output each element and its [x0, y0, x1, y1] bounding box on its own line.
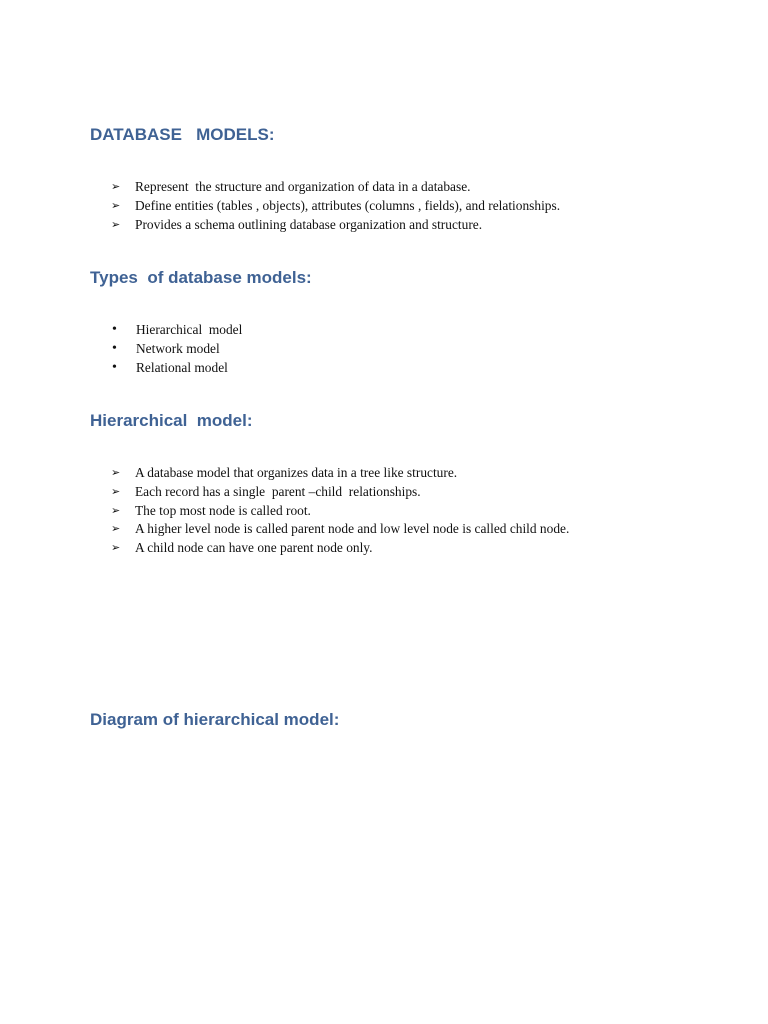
dot-bullet-icon: • — [112, 322, 117, 337]
dot-bullet-icon: • — [112, 340, 117, 356]
dot-bullet-icon: • — [112, 359, 117, 375]
list-item-text: Hierarchical model — [136, 322, 243, 337]
list-item-text: A higher level node is called parent node and low level node is called child node. — [135, 521, 570, 537]
section-heading-types: Types of database models: — [90, 268, 312, 287]
arrow-bullet-icon: ➢ — [111, 504, 121, 517]
list-item-text: Relational model — [136, 359, 228, 375]
arrow-bullet-icon: ➢ — [111, 467, 121, 479]
section-heading-hierarchical-model: Hierarchical model: — [90, 411, 253, 430]
arrow-bullet-icon: ➢ — [111, 181, 121, 193]
list-item — [111, 464, 569, 483]
arrow-bullet-icon: ➢ — [111, 542, 121, 555]
list-item — [111, 539, 569, 558]
list-item-text: Each record has a single parent –child relationships. — [135, 483, 421, 499]
arrow-bullet-icon: ➢ — [111, 199, 121, 212]
list-item — [111, 197, 560, 216]
list-item-text: Represent the structure and organization of data in a database. — [135, 179, 471, 194]
list-item — [111, 321, 242, 340]
arrow-bullet-icon: ➢ — [111, 523, 121, 536]
arrow-bullet-icon: ➢ — [111, 218, 121, 231]
list-item-text: Provides a schema outlining database organization and structure. — [135, 216, 483, 232]
list-item — [111, 216, 560, 235]
list-item-text: A child node can have one parent node only. — [135, 540, 373, 556]
list-item-text: Define entities (tables , objects), attributes (columns , fields), and relationships. — [135, 197, 561, 213]
list-item — [111, 340, 242, 359]
database-models-list — [111, 178, 560, 234]
list-item — [111, 483, 569, 502]
hierarchical-model-list — [111, 464, 569, 558]
list-item-text: A database model that organizes data in a tree like structure. — [135, 465, 458, 480]
section-heading-database-models: DATABASE MODELS: — [90, 125, 275, 144]
list-item — [111, 520, 569, 539]
list-item — [111, 178, 560, 197]
list-item — [111, 502, 569, 521]
types-list — [111, 321, 242, 377]
list-item-text: Network model — [136, 340, 220, 356]
list-item-text: The top most node is called root. — [135, 502, 311, 518]
section-heading-diagram: Diagram of hierarchical model: — [90, 710, 340, 729]
arrow-bullet-icon: ➢ — [111, 485, 121, 498]
list-item — [111, 359, 242, 378]
